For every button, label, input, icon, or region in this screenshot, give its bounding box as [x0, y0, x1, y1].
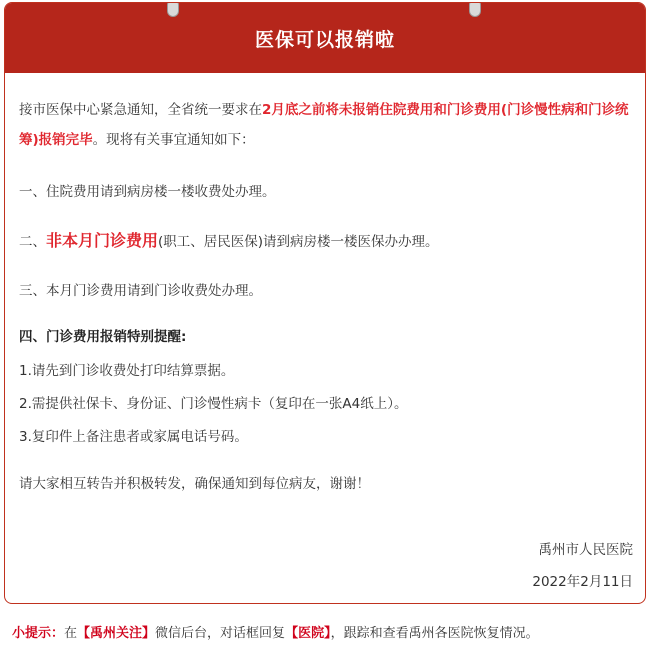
signature-org: 禹州市人民医院	[538, 542, 633, 558]
binder-clip-icon	[167, 2, 179, 17]
item-2-text: (职工、居民医保)请到病房楼一楼医保办办理。	[158, 234, 439, 250]
item-3: 三、本月门诊费用请到门诊收费处办理。	[19, 283, 262, 299]
tip-text: ，跟踪和查看禹州各医院恢复情况。	[330, 626, 539, 641]
item-4-heading: 四、门诊费用报销特别提醒:	[19, 329, 187, 345]
tip-label: 小提示：	[12, 626, 65, 641]
intro-text: 接市医保中心紧急通知，全省统一要求在	[19, 102, 262, 118]
notice-title: 医保可以报销啦	[254, 28, 395, 51]
tip-text: 微信后台，对话框回复	[155, 626, 286, 641]
binder-clip-icon	[469, 2, 481, 17]
item-2-prefix: 二、	[19, 234, 46, 250]
signature-date: 2022年2月11日	[532, 574, 633, 590]
tip-text: 在	[64, 626, 78, 641]
intro-highlight: 2月底之前将未报销住院费用和门诊费用(门诊慢性病和门诊统筹)报销完毕	[19, 102, 629, 148]
intro-paragraph	[19, 95, 631, 155]
intro-text-end: 。现将有关事宜通知如下：	[92, 132, 255, 148]
tip-keyword-reply: 【医院】	[285, 626, 331, 641]
tip-3: 3.复印件上备注患者或家属电话号码。	[19, 429, 248, 445]
tip-keyword-account: 【禹州关注】	[77, 626, 156, 641]
footer-tip	[12, 622, 539, 641]
notice-header	[5, 3, 645, 73]
item-2-highlight: 非本月门诊费用	[46, 231, 159, 250]
closing-text: 请大家相互转告并积极转发，确保通知到每位病友，谢谢！	[19, 476, 370, 492]
notice-card	[4, 2, 646, 604]
tip-2: 2.需提供社保卡、身份证、门诊慢性病卡（复印在一张A4纸上）。	[19, 396, 408, 412]
item-1: 一、住院费用请到病房楼一楼收费处办理。	[19, 184, 276, 200]
tip-1: 1.请先到门诊收费处打印结算票据。	[19, 363, 235, 379]
item-2	[19, 227, 631, 256]
